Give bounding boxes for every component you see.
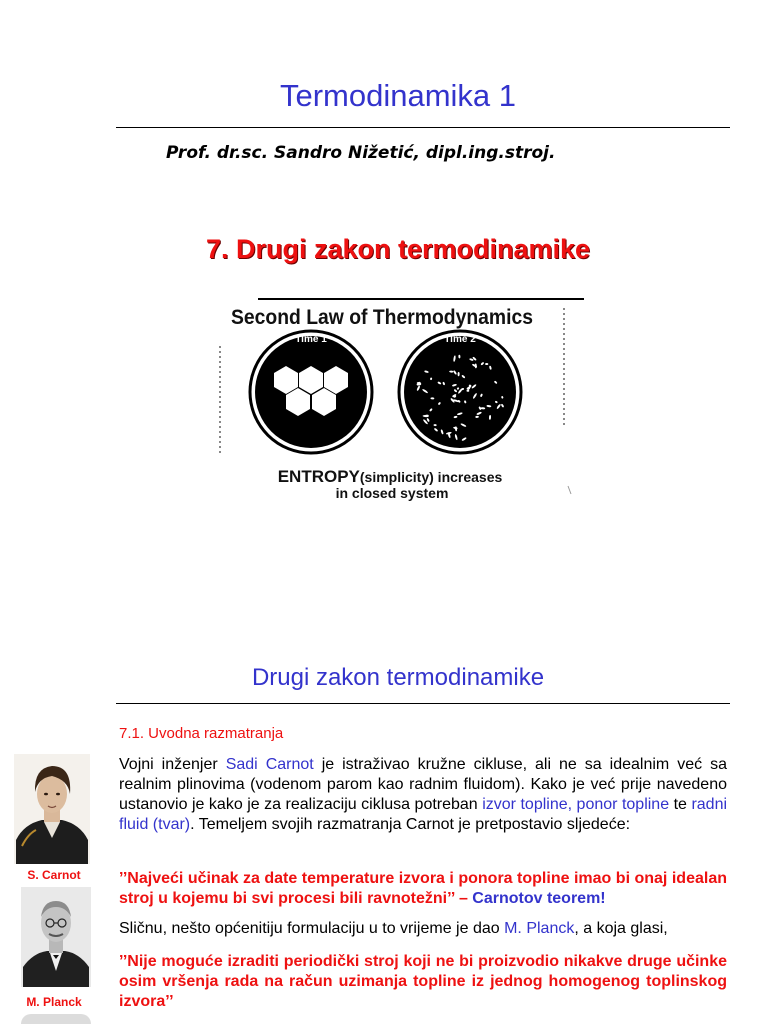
p1-text-a: Vojni inženjer [119, 756, 226, 773]
planck-statement-quote: ’’Nije moguće izraditi periodički stroj koji ne bi proizvodio nikakve druge učinke osim vršenja rada na račun uzimanja topline iz jednog homogenog toplinskog izvora’’ [119, 953, 727, 1010]
p1-text-c: je istraživao kružne cikluse, ali ne sa idealnim već sa realnim plinovima (vodenom parom kao radnim fluidom). Kako je već prije navedeno ustanovio je kako je za realizaciju ciklusa potreban [119, 756, 727, 813]
working-fluid-term: radni fluid (tvar) [119, 796, 728, 833]
carnot-name: Sadi Carnot [225, 756, 314, 773]
document-title: Termodinamika 1 [279, 78, 517, 113]
carnot-theorem-quote [119, 869, 727, 909]
time2-label: Time 2 [444, 334, 476, 345]
planck-portrait [21, 887, 91, 987]
chapter-title: 7. Drugi zakon termodinamike [205, 234, 591, 264]
section-title: Drugi zakon termodinamike [251, 664, 545, 691]
speckle [485, 363, 488, 365]
planck-caption: M. Planck [26, 995, 82, 1009]
intro-paragraph [119, 755, 727, 835]
title-divider [116, 127, 730, 128]
subsection-title: 7.1. Uvodna razmatranja [119, 725, 284, 742]
p1-text-g: . Temeljem svojih razmatranja Carnot je pretpostavio sljedeće: [190, 816, 631, 833]
carnot-portrait [14, 754, 90, 864]
entropy-figure [218, 298, 584, 506]
figure-caption-line1 [278, 467, 503, 486]
p2-text-a: Sličnu, nešto općenitiju formulaciju u to vrijeme je dao [119, 920, 505, 937]
third-portrait [21, 1014, 91, 1024]
carnot-caption: S. Carnot [27, 868, 81, 882]
author-line: Prof. dr.sc. Sandro Nižetić, dipl.ing.stroj. [166, 143, 556, 163]
figure-caption-line2: in closed system [335, 485, 449, 501]
p2-text-c: , a koja glasi, [574, 920, 668, 937]
planck-intro [119, 919, 727, 939]
planck-name: M. Planck [504, 920, 575, 937]
entropy-rest: (simplicity) increases [359, 469, 503, 485]
time2-diagram [399, 331, 521, 453]
p1-text-e: te [669, 796, 692, 813]
quote1-text: ’’Najveći učinak za date temperature izvora i ponora topline imao bi onaj idealan stroj u kojemu bi svi procesi bili ravnotežni’’ – [119, 870, 727, 907]
time1-label: Time 1 [295, 334, 327, 345]
figure-title: Second Law of Thermodynamics [231, 306, 533, 329]
section-divider [116, 703, 730, 704]
carnot-theorem-label: Carnotov teorem! [472, 890, 606, 907]
entropy-word: ENTROPY [277, 467, 360, 486]
heat-source-sink-term: izvor topline, ponor topline [482, 796, 670, 813]
time1-diagram [250, 331, 372, 453]
